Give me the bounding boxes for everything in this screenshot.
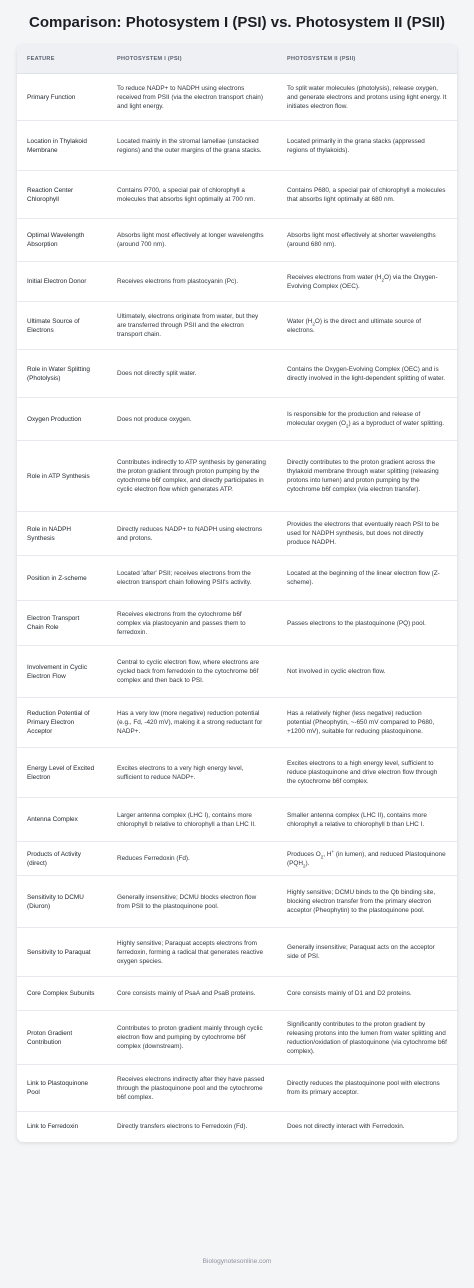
table-row (17, 171, 457, 219)
feature-cell: Oxygen Production (17, 398, 107, 441)
table-row (17, 748, 457, 798)
table-row (17, 1112, 457, 1142)
psi-cell: Generally insensitive; DCMU blocks electron flow from PSII to the plastoquinone pool. (107, 876, 277, 928)
table-row (17, 121, 457, 171)
psii-cell: Located primarily in the grana stacks (appressed regions of thylakoids). (277, 121, 457, 171)
header-psii: PHOTOSYSTEM II (PSII) (277, 45, 457, 74)
table-row (17, 302, 457, 350)
table-row (17, 512, 457, 556)
psi-cell: Reduces Ferredoxin (Fd). (107, 842, 277, 876)
feature-cell: Electron Transport Chain Role (17, 601, 107, 646)
psii-cell: Directly contributes to the proton gradient across the thylakoid membrane through water splitting (releasing protons into lumen) and proton pumping by the cytochrome b6f complex (via electron transfer). (277, 441, 457, 512)
header-row (17, 45, 457, 74)
psi-cell: Does not directly split water. (107, 350, 277, 398)
feature-cell: Reaction Center Chlorophyll (17, 171, 107, 219)
psii-cell: To split water molecules (photolysis), release oxygen, and generate electrons and protons using light energy. It initiates electron flow. (277, 74, 457, 121)
table-row (17, 262, 457, 302)
feature-cell: Antenna Complex (17, 798, 107, 842)
feature-cell: Initial Electron Donor (17, 262, 107, 302)
psii-cell: Does not directly interact with Ferredoxin. (287, 1123, 405, 1131)
feature-cell: Sensitivity to Paraquat (17, 928, 107, 977)
psi-cell: Located 'after' PSII; receives electrons from the electron transport chain following PSII's activity. (107, 556, 277, 601)
psii-cell: Contains the Oxygen-Evolving Complex (OEC) and is directly involved in the light-dependent splitting of water. (277, 350, 457, 398)
psi-cell: To reduce NADP+ to NADPH using electrons received from PSII (via the electron transport chain) and light energy. (107, 74, 277, 121)
table-row (17, 398, 457, 441)
psii-cell: Passes electrons to the plastoquinone (PQ) pool. (277, 601, 457, 646)
table-row (17, 798, 457, 842)
table-row (17, 601, 457, 646)
comparison-table (17, 45, 457, 1142)
table-row (17, 1065, 457, 1112)
psi-cell: Central to cyclic electron flow, where electrons are cycled back from ferredoxin to the cytochrome b6f complex and then back to PSI. (107, 646, 277, 698)
psi-cell: Receives electrons from the cytochrome b6f complex via plastocyanin and passes them to ferredoxin. (107, 601, 277, 646)
footer-credit: Biologynotesonline.com (202, 1258, 272, 1265)
header-psi: PHOTOSYSTEM I (PSI) (107, 45, 277, 74)
feature-cell: Role in NADPH Synthesis (17, 512, 107, 556)
feature-cell: Optimal Wavelength Absorption (17, 219, 107, 262)
psii-cell: Produces $O_2$, H+ (in lumen), and reduced Plastoquinone $(PQH_2)$. (277, 842, 457, 876)
psi-cell: Directly transfers electrons to Ferredoxin (Fd). (117, 1123, 248, 1131)
feature-cell: Proton Gradient Contribution (17, 1011, 107, 1065)
psii-cell: Highly sensitive; DCMU binds to the Qb binding site, blocking electron transfer from the primary electron acceptor (Pheophytin) to the plastoquinone pool. (277, 876, 457, 928)
feature-cell: Products of Activity (direct) (17, 842, 107, 876)
feature-cell: Position in Z-scheme (17, 556, 107, 601)
psi-cell: Ultimately, electrons originate from water, but they are transferred through PSII and the electron transport chain. (107, 302, 277, 350)
psii-cell: Receives electrons from water $(H_2O)$ via the Oxygen-Evolving Complex (OEC). (277, 262, 457, 302)
psii-cell: Not involved in cyclic electron flow. (277, 646, 457, 698)
psii-cell: Excites electrons to a high energy level, sufficient to reduce plastoquinone and drive electron flow through the cytochrome b6f complex. (277, 748, 457, 798)
table-row (17, 646, 457, 698)
feature-cell: Ultimate Source of Electrons (17, 302, 107, 350)
psi-cell: Receives electrons from plastocyanin (Pc). (107, 262, 277, 302)
psi-cell: Absorbs light most effectively at longer wavelengths (around 700 nm). (107, 219, 277, 262)
feature-cell: Role in ATP Synthesis (17, 441, 107, 512)
psii-cell: Provides the electrons that eventually reach PSI to be used for NADPH synthesis, but does not directly produce NADPH. (277, 512, 457, 556)
psii-cell: Smaller antenna complex (LHC II), contains more chlorophyll a relative to chlorophyll b than LHC I. (277, 798, 457, 842)
psii-cell: Significantly contributes to the proton gradient by releasing protons into the lumen from water splitting and reduction/oxidation of plastoquinone (via cytochrome b6f complex). (277, 1011, 457, 1065)
psii-cell: Contains P680, a special pair of chlorophyll a molecules that absorbs light optimally at 680 nm. (277, 171, 457, 219)
table-row (17, 698, 457, 748)
feature-cell: Sensitivity to DCMU (Diuron) (17, 876, 107, 928)
feature-cell: Link to Ferredoxin (27, 1123, 79, 1131)
table-row (17, 928, 457, 977)
psii-cell: Water $(H_2O)$ is the direct and ultimate source of electrons. (277, 302, 457, 350)
psi-cell: Contains P700, a special pair of chlorophyll a molecules that absorbs light optimally at 700 nm. (107, 171, 277, 219)
table-row (17, 842, 457, 876)
comparison-card (17, 45, 457, 1142)
psi-cell: Core consists mainly of PsaA and PsaB proteins. (107, 977, 277, 1011)
psi-cell: Highly sensitive; Paraquat accepts electrons from ferredoxin, forming a radical that generates reactive oxygen species. (107, 928, 277, 977)
psii-cell: Core consists mainly of D1 and D2 proteins. (277, 977, 457, 1011)
table-row (17, 876, 457, 928)
table-body (17, 74, 457, 1142)
psi-cell: Contributes to proton gradient mainly through cyclic electron flow and pumping by cytochrome b6f complex (downstream). (107, 1011, 277, 1065)
feature-cell: Primary Function (17, 74, 107, 121)
feature-cell: Reduction Potential of Primary Electron Acceptor (17, 698, 107, 748)
psii-cell: Has a relatively higher (less negative) reduction potential (Pheophytin, ~-650 mV compared to P680, +1200 mV), suitable for reducing plastoquinone. (277, 698, 457, 748)
psi-cell: Located mainly in the stromal lamellae (unstacked regions) and the outer margins of the grana stacks. (107, 121, 277, 171)
psi-cell: Directly reduces NADP+ to NADPH using electrons and protons. (107, 512, 277, 556)
table-row (17, 441, 457, 512)
feature-cell: Role in Water Splitting (Photolysis) (17, 350, 107, 398)
table-row (17, 219, 457, 262)
header-feature: FEATURE (17, 45, 107, 74)
feature-cell: Core Complex Subunits (17, 977, 107, 1011)
psi-cell: Contributes indirectly to ATP synthesis by generating the proton gradient through proton pumping by the cytochrome b6f complex, and directly participates in cyclic electron flow which generates ATP. (107, 441, 277, 512)
table-row (17, 74, 457, 121)
psii-cell: Located at the beginning of the linear electron flow (Z-scheme). (277, 556, 457, 601)
table-row (17, 350, 457, 398)
psii-cell: Is responsible for the production and release of molecular oxygen $(O_2)$ as a byproduct of water splitting. (277, 398, 457, 441)
psi-cell: Has a very low (more negative) reduction potential (e.g., Fd, -420 mV), making it a strong reductant for NADP+. (107, 698, 277, 748)
psii-cell: Generally insensitive; Paraquat acts on the acceptor side of PSI. (277, 928, 457, 977)
psii-cell: Absorbs light most effectively at shorter wavelengths (around 680 nm). (277, 219, 457, 262)
psi-cell: Does not produce oxygen. (107, 398, 277, 441)
feature-cell: Link to Plastoquinone Pool (17, 1065, 107, 1112)
feature-cell: Location in Thylakoid Membrane (17, 121, 107, 171)
feature-cell: Involvement in Cyclic Electron Flow (17, 646, 107, 698)
psii-cell: Directly reduces the plastoquinone pool with electrons from its primary acceptor. (277, 1065, 457, 1112)
table-row (17, 977, 457, 1011)
table-row (17, 556, 457, 601)
psi-cell: Excites electrons to a very high energy level, sufficient to reduce NADP+. (107, 748, 277, 798)
page-title: Comparison: Photosystem I (PSI) vs. Photosystem II (PSII) (29, 14, 445, 31)
psi-cell: Larger antenna complex (LHC I), contains more chlorophyll b relative to chlorophyll a than LHC II. (107, 798, 277, 842)
feature-cell: Energy Level of Excited Electron (17, 748, 107, 798)
table-row (17, 1011, 457, 1065)
psi-cell: Receives electrons indirectly after they have passed through the plastoquinone pool and the cytochrome b6f complex. (107, 1065, 277, 1112)
